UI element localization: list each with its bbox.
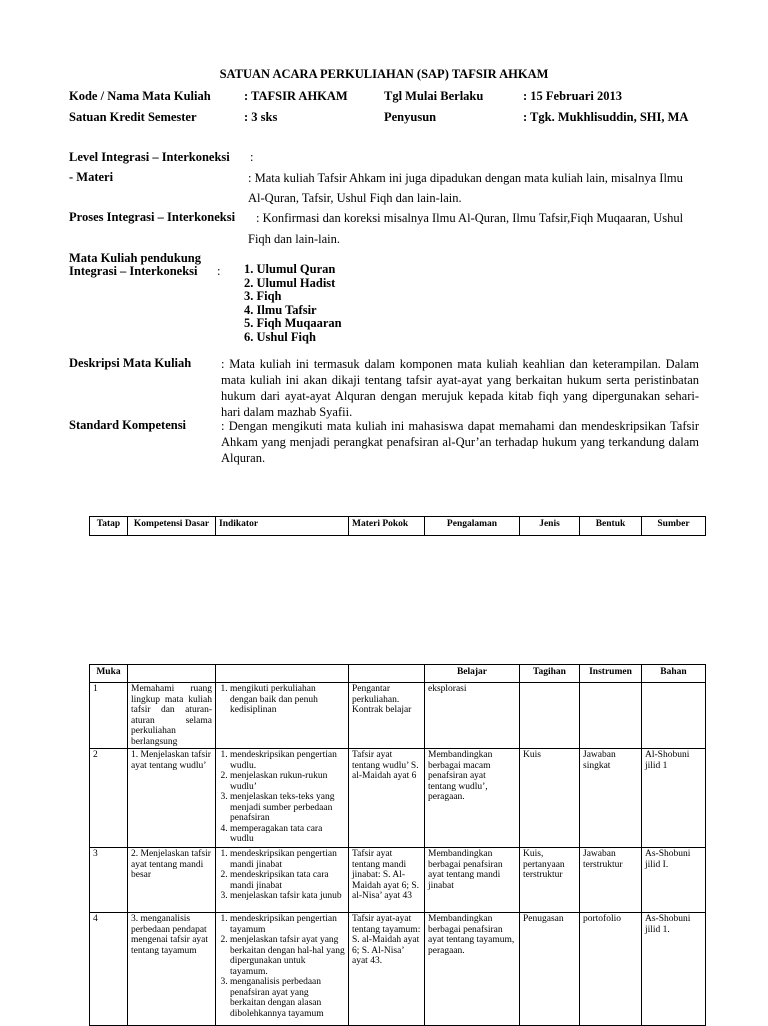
cell-pengalaman: Membandingkan berbagai penafsiran ayat tentang tayamum, peragaan. <box>425 913 520 1026</box>
col-header-pengalaman: Pengalaman <box>425 517 520 536</box>
sap-table <box>89 664 706 1026</box>
pendukung-label-2: Integrasi – Interkoneksi <box>69 264 198 278</box>
list-item: 3. Fiqh <box>244 289 282 303</box>
materi-label: - Materi <box>69 170 114 184</box>
standard-label: Standard Kompetensi <box>69 418 187 432</box>
cell-pengalaman: Membandingkan berbagai macam penafsiran ayat tentang wudlu’, peragaan. <box>425 749 520 848</box>
col-header-materi: Materi Pokok <box>349 517 425 536</box>
cell-materi: Tafsir ayat tentang mandi jinabat: S. Al-Maidah ayat 6; S. al-Nisa’ ayat 43 <box>349 848 425 913</box>
tgl-label: Tgl Mulai Berlaku <box>384 89 484 103</box>
cell-bentuk: portofolio <box>580 913 642 1026</box>
cell-kompetensi: 2. Menjelaskan tafsir ayat tentang mandi besar <box>128 848 216 913</box>
sks-value: : 3 sks <box>244 110 278 124</box>
table-row <box>90 683 706 749</box>
col-header-instrumen: Instrumen <box>580 665 642 683</box>
sks-label: Satuan Kredit Semester <box>69 110 197 124</box>
list-item: 3. menjelaskan tafsir kata junub <box>230 891 345 902</box>
list-item: 2. menjelaskan tafsir ayat yang berkaitan dengan hal-hal yang dipergunakan untuk tayamum. <box>230 935 345 977</box>
proses-text: : Konfirmasi dan koreksi misalnya Ilmu Al-Quran, Ilmu Tafsir,Fiqh Muqaaran, Ushul Fiqh dan lain-lain. <box>248 211 684 246</box>
sap-table-header <box>89 516 706 536</box>
col-header-bahan: Bahan <box>642 665 706 683</box>
proses-label: Proses Integrasi – Interkoneksi <box>69 210 236 224</box>
col-header-tagihan: Tagihan <box>520 665 580 683</box>
col-header-bentuk: Bentuk <box>580 517 642 536</box>
indikator-list <box>219 914 345 1019</box>
list-item: 1. mendeskripsikan pengertian tayamum <box>230 914 345 935</box>
list-item: 1. mengikuti perkuliahan dengan baik dan penuh kedisiplinan <box>230 684 345 716</box>
cell-jenis: Penugasan <box>520 913 580 1026</box>
cell-jenis: Kuis <box>520 749 580 848</box>
deskripsi-label: Deskripsi Mata Kuliah <box>69 356 192 370</box>
cell-materi: Pengantar perkuliahan. Kontrak belajar <box>349 683 425 749</box>
col-header-belajar: Belajar <box>425 665 520 683</box>
cell-jenis: Kuis, pertanyaan terstruktur <box>520 848 580 913</box>
cell-bentuk: Jawaban singkat <box>580 749 642 848</box>
cell-no: 4 <box>90 913 128 1026</box>
list-item: 4. Ilmu Tafsir <box>244 302 317 317</box>
cell-indikator <box>216 683 349 749</box>
list-item: 3. menganalisis perbedaan penafsiran ayat yang berkaitan dengan alasan dibolehkannya tayamum <box>230 977 345 1019</box>
cell-bentuk <box>580 683 642 749</box>
cell-bentuk: Jawaban terstruktur <box>580 848 642 913</box>
cell-sumber: As-Shobuni jilid I. <box>642 848 706 913</box>
list-item: 1. mendeskripsikan pengertian mandi jinabat <box>230 849 345 870</box>
col-header-empty <box>128 665 216 683</box>
tgl-value: : 15 Februari 2013 <box>523 89 622 103</box>
pendukung-colon: : <box>217 264 221 278</box>
materi-text: : Mata kuliah Tafsir Ahkam ini juga dipadukan dengan mata kuliah lain, misalnya Ilmu Al-Quran, Tafsir, Ushul Fiqh dan lain-lain. <box>248 171 683 205</box>
page-title: SATUAN ACARA PERKULIAHAN (SAP) TAFSIR AHKAM <box>219 67 549 81</box>
cell-pengalaman: Membandingkan berbagai penafsiran ayat tentang mandi jinabat <box>425 848 520 913</box>
indikator-list <box>219 750 345 845</box>
penyusun-label: Penyusun <box>384 110 437 124</box>
pendukung-label-1: Mata Kuliah pendukung <box>69 251 201 265</box>
penyusun-value: : Tgk. Mukhlisuddin, SHI, MA <box>523 110 689 124</box>
list-item: 3. menjelaskan teks-teks yang menjadi sumber perbedaan penafsiran <box>230 792 345 824</box>
cell-no: 1 <box>90 683 128 749</box>
cell-no: 2 <box>90 749 128 848</box>
col-header-sumber: Sumber <box>642 517 706 536</box>
col-header-empty <box>216 665 349 683</box>
cell-materi: Tafsir ayat tentang wudlu’ S. al-Maidah ayat 6 <box>349 749 425 848</box>
level-colon: : <box>250 150 254 164</box>
cell-kompetensi: 1. Menjelaskan tafsir ayat tentang wudlu’ <box>128 749 216 848</box>
cell-materi: Tafsir ayat-ayat tentang tayamum: S. al-Maidah ayat 6; S. Al-Nisa’ ayat 43. <box>349 913 425 1026</box>
list-item: 2. mendeskripsikan tata cara mandi jinabat <box>230 870 345 891</box>
cell-pengalaman: eksplorasi <box>425 683 520 749</box>
table-row <box>90 749 706 848</box>
list-item: 2. menjelaskan rukun-rukun wudlu’ <box>230 771 345 792</box>
list-item: 5. Fiqh Muqaaran <box>244 316 342 330</box>
cell-sumber: As-Shobuni jilid 1. <box>642 913 706 1026</box>
cell-jenis <box>520 683 580 749</box>
list-item: 4. memperagakan tata cara wudlu <box>230 824 345 845</box>
list-item: 2. Ulumul Hadist <box>244 275 336 290</box>
cell-kompetensi: Memahami ruang lingkup mata kuliah tafsir dan aturan-aturan selama perkuliahan berlangsung <box>128 683 216 749</box>
supporting-courses-list <box>244 263 342 344</box>
indikator-list <box>219 684 345 716</box>
level-label: Level Integrasi – Interkoneksi <box>69 150 230 164</box>
col-header-muka: Muka <box>90 665 128 683</box>
cell-indikator <box>216 848 349 913</box>
col-header-kompetensi: Kompetensi Dasar <box>128 517 216 536</box>
kode-value: : TAFSIR AHKAM <box>244 89 348 103</box>
col-header-tatap: Tatap <box>90 517 128 536</box>
deskripsi-text: : Mata kuliah ini termasuk dalam komponen mata kuliah keahlian dan keterampilan. Dalam mata kuliah ini akan dikaji tentang tafsir ayat-ayat yang berkaitan hukum serta peristinbatan hukum dari ayat-ayat Alquran dengan merujuk kepada kitab fiqh yang dipergunakan sehari-hari dalam mazhab Syafii. <box>221 357 699 419</box>
col-header-empty <box>349 665 425 683</box>
cell-kompetensi: 3. menganalisis perbedaan pendapat mengenai tafsir ayat tentang tayamum <box>128 913 216 1026</box>
col-header-jenis: Jenis <box>520 517 580 536</box>
col-header-indikator: Indikator <box>216 517 349 536</box>
cell-no: 3 <box>90 848 128 913</box>
list-item: 1. Ulumul Quran <box>244 262 336 276</box>
standard-text: : Dengan mengikuti mata kuliah ini mahasiswa dapat memahami dan mendeskripsikan Tafsir Ahkam yang menjadi perangkat penafsiran al-Qur’an terhadap hukum yang terkandung dalam Alquran. <box>221 419 699 465</box>
table-row <box>90 913 706 1026</box>
kode-label: Kode / Nama Mata Kuliah <box>69 89 211 103</box>
cell-sumber: Al-Shobuni jilid 1 <box>642 749 706 848</box>
cell-indikator <box>216 749 349 848</box>
indikator-list <box>219 849 345 902</box>
list-item: 6. Ushul Fiqh <box>244 329 316 344</box>
table-row <box>90 848 706 913</box>
cell-sumber <box>642 683 706 749</box>
list-item: 1. mendeskripsikan pengertian wudlu. <box>230 750 345 771</box>
cell-indikator <box>216 913 349 1026</box>
